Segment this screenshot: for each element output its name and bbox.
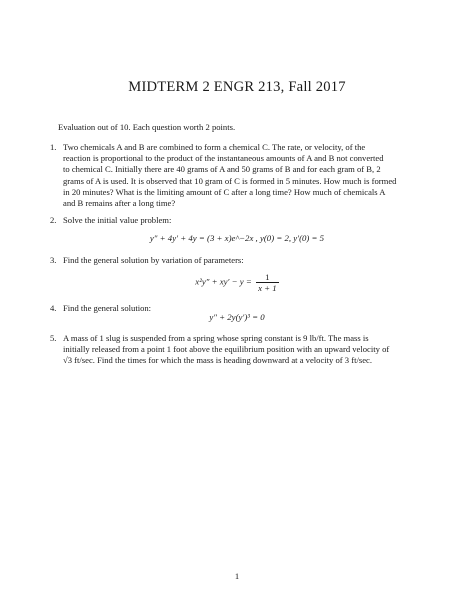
text-line: Find the general solution: — [63, 303, 152, 313]
question-text — [63, 255, 422, 266]
fraction-denominator: x + 1 — [258, 283, 277, 293]
question-number: 2. — [50, 215, 57, 225]
page-number: 1 — [234, 571, 240, 581]
fraction-numerator: 1 — [256, 272, 279, 283]
text-line: initially released from a point 1 foot above the equilibrium position with an upward velocity of — [63, 344, 390, 355]
question-2 — [50, 215, 422, 226]
question-number: 4. — [50, 303, 57, 313]
question-3 — [50, 255, 422, 266]
equation-3 — [0, 272, 474, 293]
equation-2: y″ + 4y′ + 4y = (3 + x)e^−2x , y(0) = 2, y′(0) = 5 — [149, 233, 325, 243]
text-line: Find the general solution by variation of parameters: — [63, 255, 244, 265]
intro-text: Evaluation out of 10. Each question worth 2 points. — [58, 122, 236, 132]
fraction — [256, 272, 279, 293]
text-line: reaction is proportional to the product of the instantaneous amounts of A and B not converted — [63, 153, 384, 164]
equation-lhs: x²y″ + xy′ − y = — [195, 276, 252, 287]
text-line: √3 ft/sec. Find the times for which the mass is heading downward at a velocity of 3 ft/sec. — [63, 355, 373, 366]
text-line: in 20 minutes? What is the limiting amount of C after a long time? How much of chemicals A — [63, 186, 386, 197]
question-text — [63, 333, 422, 367]
text-line: and B remains after a long time? — [63, 198, 176, 209]
text-line: to chemical C. Initially there are 40 grams of A and 50 grams of B and for each gram of B, 2 — [63, 164, 381, 175]
page-title: MIDTERM 2 ENGR 213, Fall 2017 — [128, 79, 346, 95]
question-number: 1. — [50, 142, 57, 152]
question-number: 5. — [50, 333, 57, 343]
question-5 — [50, 333, 422, 367]
text-line: Solve the initial value problem: — [63, 215, 172, 225]
question-text — [63, 142, 422, 209]
question-1 — [50, 142, 422, 209]
text-line: A mass of 1 slug is suspended from a spring whose spring constant is 9 lb/ft. The mass is — [63, 333, 369, 343]
text-line: grams of A is used. It is observed that 10 gram of C is formed in 5 minutes. How much is formed — [63, 175, 397, 186]
question-text — [63, 215, 422, 226]
equation-4: y″ + 2y(y′)³ = 0 — [209, 312, 265, 322]
question-number: 3. — [50, 255, 57, 265]
text-line: Two chemicals A and B are combined to form a chemical C. The rate, or velocity, of the — [63, 142, 366, 152]
